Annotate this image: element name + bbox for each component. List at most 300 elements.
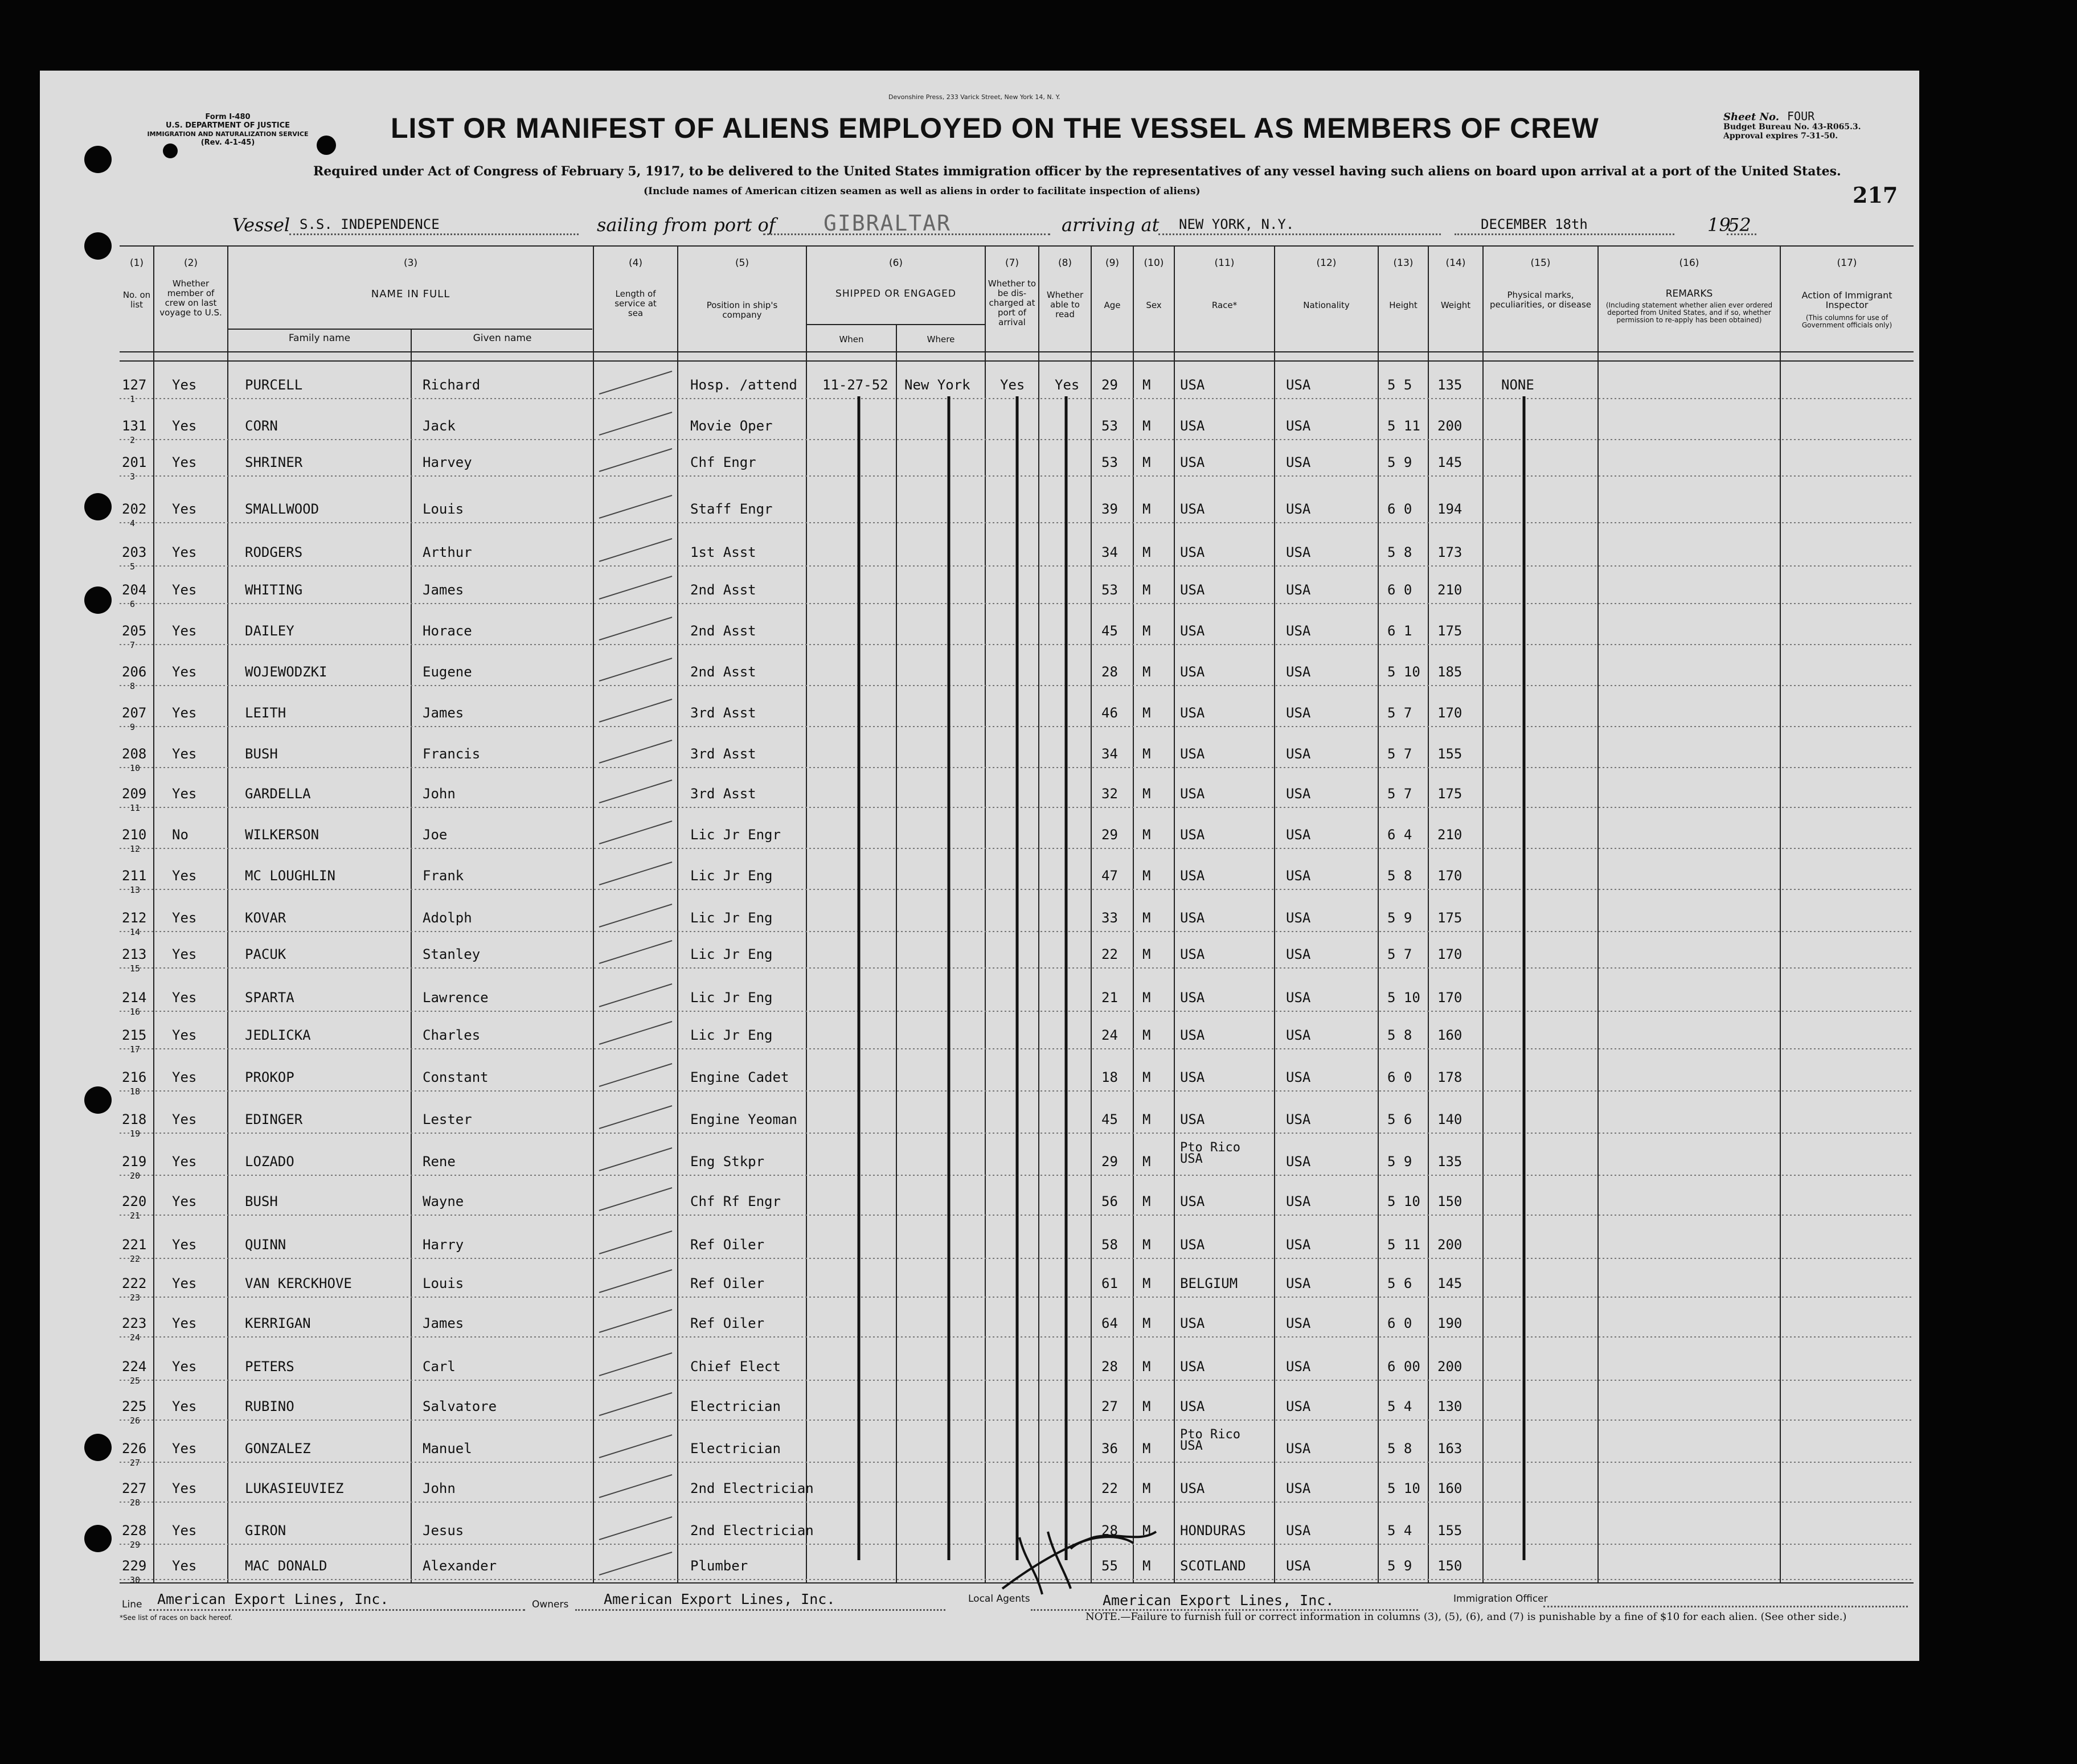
sex: M [1142,1480,1151,1496]
height: 5 11 [1387,1237,1420,1253]
previous-voyage: Yes [172,1398,197,1414]
form-line: U.S. DEPARTMENT OF JUSTICE [165,121,290,130]
col-header-weight: Weight [1440,300,1471,310]
family-name: CORN [245,418,278,434]
list-number: 209 [122,786,147,802]
nationality: USA [1286,786,1311,802]
given-name: Arthur [423,544,472,560]
officer-label: Immigration Officer [1453,1593,1548,1605]
sex: M [1142,1069,1151,1085]
previous-voyage: Yes [172,454,197,470]
col-num: (4) [628,257,643,269]
race: USA [1180,1193,1205,1209]
races-footnote: *See list of races on back hereof. [120,1614,232,1622]
previous-voyage: Yes [172,1193,197,1209]
race: USA [1180,501,1205,517]
position: 2nd Asst [690,582,756,598]
list-number: 212 [122,910,147,926]
age: 28 [1101,664,1118,680]
age: 18 [1101,1069,1118,1085]
previous-voyage: Yes [172,1441,197,1457]
position: Engine Yeoman [690,1111,797,1127]
family-name: PURCELL [245,377,303,393]
shipped-where: New York [904,377,970,393]
given-name: Richard [423,377,481,393]
age: 64 [1101,1315,1118,1331]
age: 22 [1101,946,1118,962]
nationality: USA [1286,705,1311,721]
weight: 130 [1437,1398,1462,1414]
list-number: 214 [122,990,147,1006]
family-name: WILKERSON [245,827,319,843]
col-header-given-name: Given name [473,333,532,344]
weight: 160 [1437,1480,1462,1496]
height: 5 7 [1387,786,1412,802]
age: 39 [1101,501,1118,517]
list-number: 206 [122,664,147,680]
age: 36 [1101,1441,1118,1457]
previous-voyage: Yes [172,946,197,962]
line-number: 8 [130,681,136,691]
col-num: (17) [1837,257,1857,269]
line-number: 18 [130,1086,141,1097]
previous-voyage: Yes [172,1111,197,1127]
nationality: USA [1286,827,1311,843]
sex: M [1142,1359,1151,1375]
race: USA [1180,1069,1205,1085]
line-number: 26 [130,1416,141,1426]
given-name: Frank [423,868,464,884]
list-number: 204 [122,582,147,598]
age: 29 [1101,377,1118,393]
race: USA [1180,582,1205,598]
age: 46 [1101,705,1118,721]
previous-voyage: Yes [172,623,197,639]
line-number: 3 [130,471,136,482]
list-number: 201 [122,454,147,470]
sex: M [1142,1237,1151,1253]
given-name: Jack [423,418,456,434]
race: SCOTLAND [1180,1558,1246,1574]
race: USA [1180,1027,1205,1043]
line-number: 6 [130,599,136,609]
given-name: Harry [423,1237,464,1253]
family-name: GONZALEZ [245,1441,311,1457]
height: 6 0 [1387,1315,1412,1331]
sex: M [1142,786,1151,802]
line-number: 4 [130,518,136,528]
weight: 135 [1437,377,1462,393]
race: Pto Rico USA [1180,1141,1240,1166]
sex: M [1142,454,1151,470]
sex: M [1142,544,1151,560]
col-header-race: Race* [1211,300,1238,310]
given-name: Francis [423,746,481,762]
weight: 170 [1437,990,1462,1006]
line-number: 10 [130,763,141,773]
height: 5 9 [1387,454,1412,470]
age: 34 [1101,544,1118,560]
line-number: 5 [130,561,136,572]
given-name: Louis [423,1275,464,1291]
weight: 200 [1437,418,1462,434]
position: 3rd Asst [690,705,756,721]
family-name: KERRIGAN [245,1315,311,1331]
nationality: USA [1286,454,1311,470]
height: 6 4 [1387,827,1412,843]
sex: M [1142,377,1151,393]
nationality: USA [1286,664,1311,680]
sex: M [1142,1027,1151,1043]
line-number: 9 [130,722,136,732]
height: 5 7 [1387,705,1412,721]
previous-voyage: Yes [172,746,197,762]
year-prefix: 19 [1707,214,1731,236]
sex: M [1142,990,1151,1006]
sex: M [1142,1441,1151,1457]
position: Chf Rf Engr [690,1193,781,1209]
shipped-when: 11-27-52 [822,377,888,393]
col-num: (2) [183,257,198,269]
race: USA [1180,868,1205,884]
list-number: 210 [122,827,147,843]
sex: M [1142,827,1151,843]
nationality: USA [1286,1359,1311,1375]
sex: M [1142,582,1151,598]
given-name: Louis [423,501,464,517]
arriving-label: arriving at [1062,214,1160,236]
race: USA [1180,544,1205,560]
list-number: 131 [122,418,147,434]
nationality: USA [1286,623,1311,639]
col-num: (5) [735,257,749,269]
weight: 185 [1437,664,1462,680]
nationality: USA [1286,746,1311,762]
legal-requirement: Required under Act of Congress of February 5, 1917, to be delivered to the United States immigration officer by the representatives of any vessel having such aliens on board upon arrival at a port of the United States. [313,164,1841,179]
col-header-sex: Sex [1146,300,1162,310]
weight: 135 [1437,1154,1462,1170]
family-name: WOJEWODZKI [245,664,327,680]
position: Movie Oper [690,418,773,434]
line-company: American Export Lines, Inc. [157,1591,389,1607]
weight: 140 [1437,1111,1462,1127]
vessel-name: S.S. INDEPENDENCE [300,216,440,232]
penalty-note: NOTE.—Failure to furnish full or correct information in columns (3), (5), (6), and (7) is punishable by a fine of $10 for each alien. (See other side.) [1085,1611,1847,1623]
family-name: BUSH [245,1193,278,1209]
sex: M [1142,746,1151,762]
race: USA [1180,1398,1205,1414]
nationality: USA [1286,418,1311,434]
weight: 200 [1437,1359,1462,1375]
race: USA [1180,377,1205,393]
weight: 173 [1437,544,1462,560]
col-header-nationality: Nationality [1303,300,1350,310]
family-name: JEDLICKA [245,1027,311,1043]
position: Lic Jr Eng [690,868,773,884]
given-name: Charles [423,1027,481,1043]
position: 3rd Asst [690,746,756,762]
family-name: RUBINO [245,1398,294,1414]
line-number: 1 [130,394,136,404]
race: USA [1180,418,1205,434]
col-header-when: When [839,334,864,344]
able-to-read: Yes [1055,377,1080,393]
col-num: (7) [1005,257,1019,269]
col-header-remarks-note: (Including statement whether alien ever ordered deported from United States, and if so, whether permission to re-apply has been obtained) [1605,301,1773,324]
budget-number: Budget Bureau No. 43-R065.3. [1723,122,1861,132]
line-number: 16 [130,1007,141,1017]
sex: M [1142,910,1151,926]
weight: 210 [1437,582,1462,598]
line-number: 14 [130,927,141,937]
given-name: Harvey [423,454,472,470]
line-number: 28 [130,1498,141,1508]
line-number: 11 [130,803,141,813]
col-header-list-no: No. on list [122,290,151,310]
height: 5 11 [1387,418,1420,434]
col-num: (15) [1530,257,1551,269]
previous-voyage: Yes [172,705,197,721]
family-name: SMALLWOOD [245,501,319,517]
height: 6 00 [1387,1359,1420,1375]
family-name: WHITING [245,582,303,598]
given-name: Constant [423,1069,489,1085]
col-header-name: NAME IN FULL [371,288,450,300]
race: USA [1180,1111,1205,1127]
weight: 175 [1437,623,1462,639]
previous-voyage: Yes [172,377,197,393]
weight: 155 [1437,746,1462,762]
given-name: Rene [423,1154,456,1170]
nationality: USA [1286,1558,1311,1574]
form-line: Form I-480 [205,113,251,121]
weight: 163 [1437,1441,1462,1457]
col-header-service-length: Length of service at sea [615,289,657,318]
race: USA [1180,454,1205,470]
family-name: PROKOP [245,1069,294,1085]
height: 5 8 [1387,544,1412,560]
height: 5 10 [1387,664,1420,680]
height: 5 10 [1387,1193,1420,1209]
list-number: 202 [122,501,147,517]
given-name: James [423,582,464,598]
weight: 160 [1437,1027,1462,1043]
sex: M [1142,418,1151,434]
height: 5 4 [1387,1523,1412,1539]
nationality: USA [1286,1441,1311,1457]
given-name: Jesus [423,1523,464,1539]
height: 5 6 [1387,1275,1412,1291]
agents-label: Local Agents [968,1593,1030,1605]
form-line: (Rev. 4-1-45) [200,138,255,147]
col-num: (9) [1105,257,1120,269]
list-number: 225 [122,1398,147,1414]
previous-voyage: Yes [172,1275,197,1291]
age: 32 [1101,786,1118,802]
sex: M [1142,1558,1151,1574]
age: 53 [1101,418,1118,434]
list-number: 220 [122,1193,147,1209]
nationality: USA [1286,377,1311,393]
col-num: (10) [1144,257,1164,269]
line-number: 13 [130,885,141,895]
sex: M [1142,1523,1151,1539]
col-num: (16) [1679,257,1699,269]
approval-expiry: Approval expires 7-31-50. [1723,132,1838,141]
given-name: James [423,705,464,721]
previous-voyage: Yes [172,1480,197,1496]
include-instruction: (Include names of American citizen seamen as well as aliens in order to facilitate inspection of aliens) [644,186,1201,197]
weight: 178 [1437,1069,1462,1085]
race: USA [1180,1480,1205,1496]
height: 5 7 [1387,946,1412,962]
nationality: USA [1286,544,1311,560]
weight: 210 [1437,827,1462,843]
race: USA [1180,786,1205,802]
sex: M [1142,1154,1151,1170]
list-number: 216 [122,1069,147,1085]
owners-company: American Export Lines, Inc. [604,1591,835,1607]
previous-voyage: Yes [172,501,197,517]
weight: 150 [1437,1193,1462,1209]
family-name: BUSH [245,746,278,762]
previous-voyage: Yes [172,1359,197,1375]
age: 27 [1101,1398,1118,1414]
list-number: 213 [122,946,147,962]
given-name: Adolph [423,910,472,926]
line-number: 21 [130,1211,141,1221]
family-name: QUINN [245,1237,286,1253]
race: HONDURAS [1180,1523,1246,1539]
nationality: USA [1286,910,1311,926]
sheet-number: FOUR [1787,109,1815,123]
race: Pto Rico USA [1180,1427,1240,1453]
sex: M [1142,664,1151,680]
previous-voyage: Yes [172,868,197,884]
race: USA [1180,705,1205,721]
previous-voyage: Yes [172,990,197,1006]
age: 28 [1101,1359,1118,1375]
list-number: 208 [122,746,147,762]
age: 33 [1101,910,1118,926]
age: 55 [1101,1558,1118,1574]
given-name: James [423,1315,464,1331]
weight: 170 [1437,705,1462,721]
family-name: DAILEY [245,623,294,639]
previous-voyage: Yes [172,582,197,598]
position: Ref Oiler [690,1275,765,1291]
sex: M [1142,1193,1151,1209]
weight: 150 [1437,1558,1462,1574]
sex: M [1142,1398,1151,1414]
sex: M [1142,623,1151,639]
physical-marks: NONE [1501,377,1534,393]
col-header-age: Age [1104,300,1121,310]
height: 6 0 [1387,1069,1412,1085]
race: USA [1180,746,1205,762]
line-number: 29 [130,1540,141,1550]
sex: M [1142,868,1151,884]
page-title: LIST OR MANIFEST OF ALIENS EMPLOYED ON THE VESSEL AS MEMBERS OF CREW [391,112,1599,144]
position: Hosp. /attend [690,377,797,393]
agents-company: American Export Lines, Inc. [1103,1592,1334,1609]
given-name: Wayne [423,1193,464,1209]
age: 22 [1101,1480,1118,1496]
previous-voyage: Yes [172,1154,197,1170]
position: Lic Jr Eng [690,990,773,1006]
given-name: Manuel [423,1441,472,1457]
race: USA [1180,1237,1205,1253]
list-number: 228 [122,1523,147,1539]
list-number: 203 [122,544,147,560]
col-num: (13) [1393,257,1414,269]
height: 5 8 [1387,1027,1412,1043]
age: 28 [1101,1523,1118,1539]
col-num: (14) [1445,257,1466,269]
sex: M [1142,1111,1151,1127]
position: Ref Oiler [690,1315,765,1331]
previous-voyage: Yes [172,1027,197,1043]
col-header-inspector-action: Action of Immigrant Inspector [1801,290,1892,310]
position: 2nd Asst [690,623,756,639]
position: Plumber [690,1558,748,1574]
family-name: SHRINER [245,454,303,470]
nationality: USA [1286,1398,1311,1414]
form-line: IMMIGRATION AND NATURALIZATION SERVICE [147,130,309,138]
height: 5 8 [1387,1441,1412,1457]
line-number: 17 [130,1044,141,1055]
nationality: USA [1286,1193,1311,1209]
list-number: 229 [122,1558,147,1574]
nationality: USA [1286,946,1311,962]
list-number: 226 [122,1441,147,1457]
family-name: VAN KERCKHOVE [245,1275,352,1291]
col-header-remarks: REMARKS [1665,288,1713,300]
previous-voyage: Yes [172,786,197,802]
previous-voyage: Yes [172,1315,197,1331]
position: Lic Jr Engr [690,827,781,843]
sex: M [1142,946,1151,962]
previous-voyage: No [172,827,189,843]
given-name: John [423,786,456,802]
col-header-physical-marks: Physical marks, peculiarities, or disease [1489,290,1592,310]
nationality: USA [1286,1275,1311,1291]
family-name: LEITH [245,705,286,721]
given-name: Alexander [423,1558,497,1574]
given-name: Lester [423,1111,472,1127]
list-number: 219 [122,1154,147,1170]
age: 21 [1101,990,1118,1006]
height: 5 7 [1387,746,1412,762]
position: Engine Cadet [690,1069,789,1085]
age: 45 [1101,1111,1118,1127]
list-number: 222 [122,1275,147,1291]
previous-voyage: Yes [172,664,197,680]
col-header-read: Whether able to read [1046,290,1084,319]
line-number: 30 [130,1575,141,1585]
previous-voyage: Yes [172,1558,197,1574]
family-name: GARDELLA [245,786,311,802]
given-name: Horace [423,623,472,639]
line-number: 20 [130,1171,141,1181]
height: 6 0 [1387,582,1412,598]
family-name: SPARTA [245,990,294,1006]
weight: 200 [1437,1237,1462,1253]
height: 5 5 [1387,377,1412,393]
race: BELGIUM [1180,1275,1238,1291]
col-header-previous-voyage: Whether member of crew on last voyage to U.S. [159,278,222,318]
previous-voyage: Yes [172,544,197,560]
